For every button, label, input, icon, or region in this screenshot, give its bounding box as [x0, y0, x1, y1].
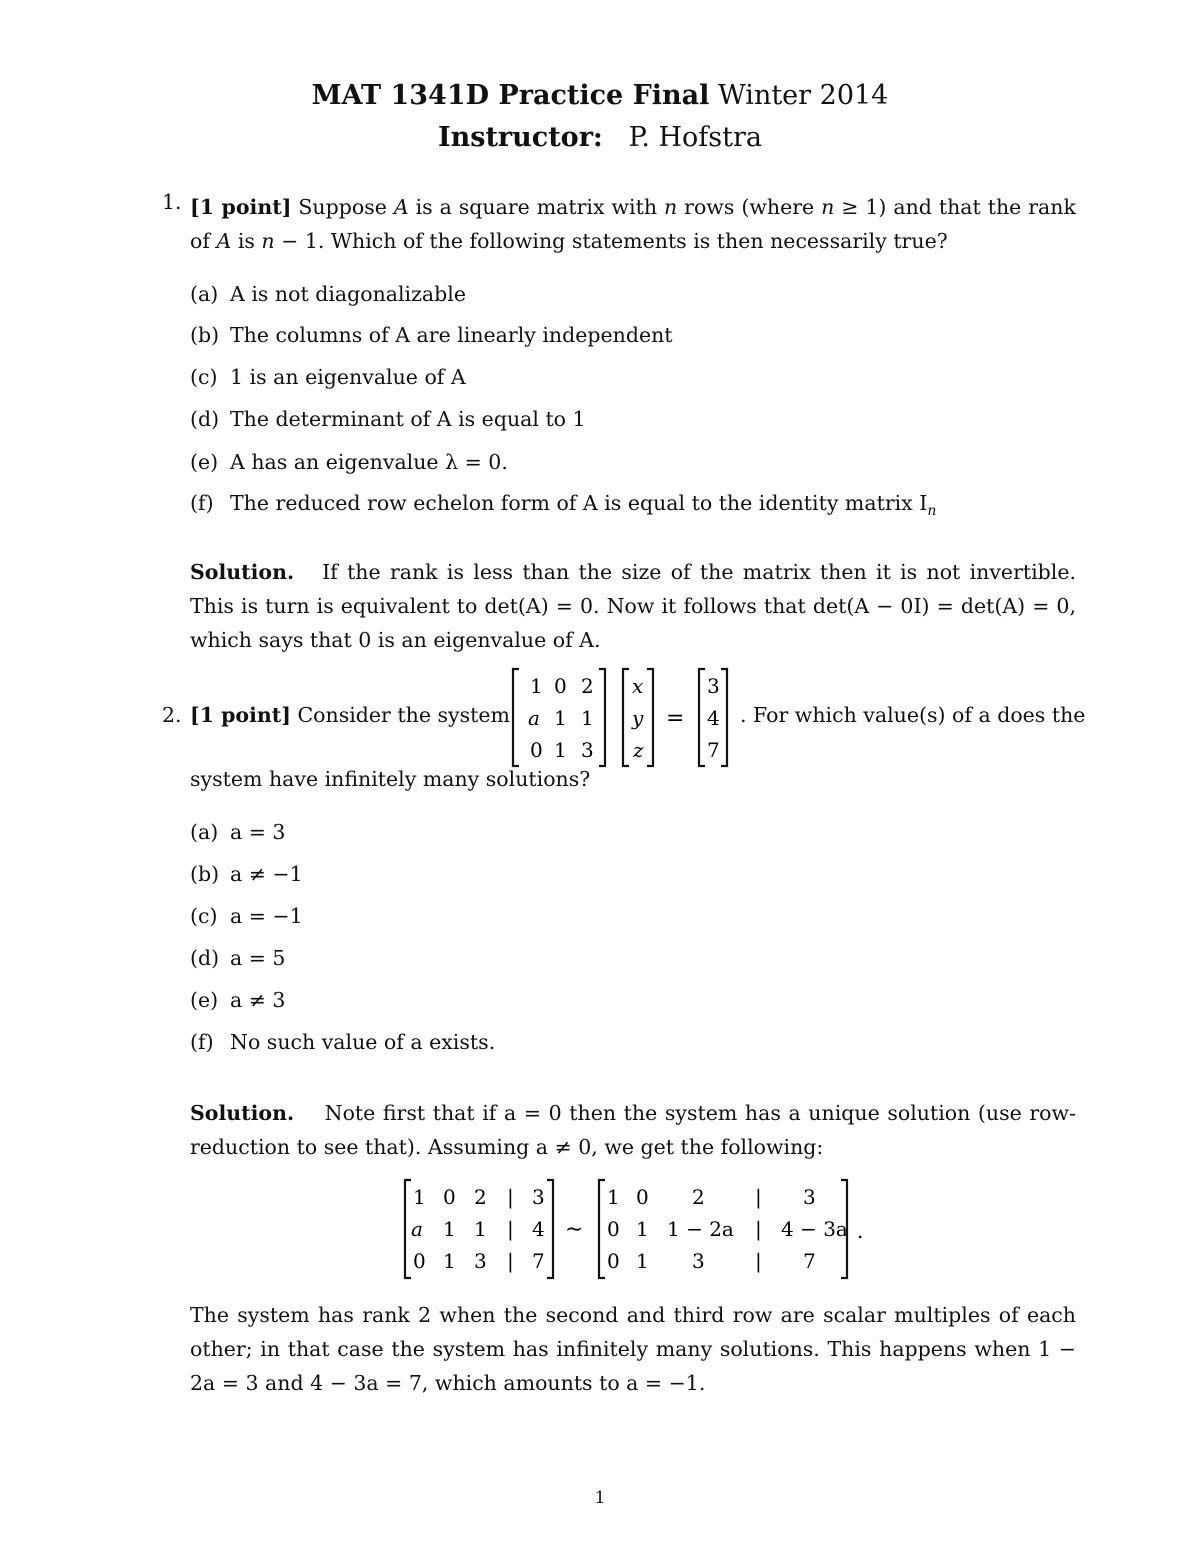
option-text: The columns of A are linearly independent	[230, 323, 673, 347]
option-text: 1 is an eigenvalue of A	[230, 365, 466, 389]
matrix-cell: 0	[554, 674, 567, 698]
q1-option-a	[190, 282, 466, 306]
term: Winter 2014	[718, 80, 889, 111]
q1-text-a: Suppose	[298, 195, 387, 219]
solution-label: Solution.	[190, 560, 295, 584]
option-text: a = 5	[230, 946, 286, 970]
q1-option-d	[190, 407, 586, 431]
solution-text: If the rank is less than the size of the matrix then it is not invertible. This is turn is equivalent to det(A) = 0. Now it follows that det(A − 0I) = det(A) = 0, which says that 0 is an eigenvalue of A.	[190, 560, 1076, 652]
question-2-intro-text: Consider the system	[297, 703, 510, 727]
q2-option-a	[190, 820, 285, 844]
period: .	[857, 1219, 864, 1243]
q1-option-b	[190, 323, 673, 347]
q2-solution	[190, 1096, 1076, 1164]
aug-cell: |	[507, 1217, 514, 1241]
aug-cell: 0	[443, 1185, 456, 1209]
aug-cell: 0	[607, 1249, 620, 1273]
svg-text:=: =	[666, 706, 685, 731]
vector-cell: 7	[707, 738, 720, 762]
matrix-cell: 1	[530, 674, 543, 698]
course-title: MAT 1341D Practice Final	[311, 80, 710, 111]
vector-cell: y	[632, 706, 644, 730]
option-text: A has an eigenvalue λ = 0.	[230, 450, 508, 474]
q2-option-f	[190, 1030, 495, 1054]
instructor-line	[0, 122, 1200, 153]
option-label: (c)	[190, 904, 218, 928]
aug-cell: 4	[532, 1217, 545, 1241]
q1-text-c: rows (where	[684, 195, 815, 219]
matrix-cell: 1	[554, 706, 567, 730]
aug-cell: 0	[636, 1185, 649, 1209]
aug-cell: 1	[636, 1217, 649, 1241]
q2-conclusion: The system has rank 2 when the second and third row are scalar multiples of each other; in that case the system has infinitely many solutions. This happens when 1 − 2a = 3 and 4 − 3a = 7, which amounts to a = −1.	[190, 1303, 1076, 1395]
question-2-after: . For which value(s) of a does the	[740, 703, 1086, 727]
question-2-cont: system have infinitely many solutions?	[190, 767, 591, 791]
option-label: (f)	[190, 1030, 214, 1054]
q2-option-e	[190, 988, 285, 1012]
q2-option-b	[190, 862, 303, 886]
q1-text-f: − 1. Which of the following statements is then necessarily true?	[281, 229, 948, 253]
aug-cell: |	[755, 1217, 762, 1241]
aug-cell: |	[755, 1185, 762, 1209]
q2-augmented-matrices	[395, 1176, 875, 1284]
aug-cell: 7	[803, 1249, 816, 1273]
aug-cell: 1	[413, 1185, 426, 1209]
aug-cell: |	[507, 1185, 514, 1209]
matrix-cell: a	[528, 706, 540, 730]
q2-option-d	[190, 946, 285, 970]
aug-cell: 2	[692, 1185, 705, 1209]
q1-text-e: is	[237, 229, 255, 253]
aug-cell: 1 − 2a	[667, 1217, 734, 1241]
document-title	[0, 80, 1200, 111]
aug-cell: 2	[474, 1185, 487, 1209]
option-label: (b)	[190, 862, 220, 886]
q2-system-equation	[505, 666, 745, 770]
matrix-cell: 1	[581, 706, 594, 730]
aug-cell: |	[755, 1249, 762, 1273]
vector-cell: z	[633, 738, 644, 762]
option-label: (d)	[190, 946, 220, 970]
option-label: (a)	[190, 282, 219, 306]
option-text: a ≠ −1	[230, 862, 303, 886]
aug-cell: a	[411, 1217, 423, 1241]
instructor-name: P. Hofstra	[628, 122, 763, 153]
aug-cell: 0	[413, 1249, 426, 1273]
matrix-cell: 1	[554, 738, 567, 762]
question-1-text: [1 point] Suppose A is a square matrix with n rows (where n ≥ 1) and that the rank of A is n − 1. Which of the following statements is then necessarily true?	[190, 195, 1076, 253]
option-text: The reduced row echelon form of A is equal to the identity matrix I	[230, 491, 928, 515]
q1-option-c	[190, 365, 466, 389]
option-label: (b)	[190, 323, 220, 347]
q2-option-c	[190, 904, 303, 928]
aug-cell: |	[507, 1249, 514, 1273]
aug-cell: 3	[474, 1249, 487, 1273]
vector-cell: 4	[707, 706, 720, 730]
option-text: No such value of a exists.	[230, 1030, 496, 1054]
option-text: a ≠ 3	[230, 988, 286, 1012]
option-label: (a)	[190, 820, 219, 844]
aug-cell: 3	[803, 1185, 816, 1209]
option-text: A is not diagonalizable	[230, 282, 466, 306]
q1-option-f: (f) The reduced row echelon form of A is equal to the identity matrix $I_n$	[190, 491, 937, 520]
q1-option-e	[190, 450, 508, 474]
solution-label: Solution.	[190, 1101, 295, 1125]
aug-cell: 1	[443, 1249, 456, 1273]
matrix-cell: 3	[581, 738, 594, 762]
aug-cell: 0	[607, 1217, 620, 1241]
matrix-cell: 0	[530, 738, 543, 762]
aug-cell: 4 − 3a	[781, 1217, 848, 1241]
matrix-cell: 2	[581, 674, 594, 698]
option-text: The determinant of A is equal to 1	[230, 407, 586, 431]
aug-cell: 1	[474, 1217, 487, 1241]
option-text: a = −1	[230, 904, 303, 928]
question-2-points: [1 point]	[190, 703, 291, 727]
option-text: a = 3	[230, 820, 286, 844]
aug-cell: 1	[607, 1185, 620, 1209]
aug-cell: 3	[532, 1185, 545, 1209]
option-label: (f)	[190, 491, 214, 515]
vector-cell: 3	[707, 674, 720, 698]
q1-solution	[190, 555, 1076, 657]
option-label: (e)	[190, 450, 219, 474]
option-label: (c)	[190, 365, 218, 389]
aug-cell: 1	[443, 1217, 456, 1241]
instructor-label: Instructor:	[437, 122, 603, 153]
aug-cell: 7	[532, 1249, 545, 1273]
question-1-number: 1.	[162, 190, 182, 214]
page-number: 1	[594, 1488, 606, 1508]
option-label: (e)	[190, 988, 219, 1012]
vector-cell: x	[632, 674, 644, 698]
q1-text-b: is a square matrix with	[415, 195, 658, 219]
question-2-number: 2.	[162, 703, 182, 727]
aug-cell: 1	[636, 1249, 649, 1273]
option-label: (d)	[190, 407, 220, 431]
question-2-intro	[190, 703, 510, 727]
question-1-points: [1 point]	[190, 195, 292, 219]
q1-text-d: ≥ 1) and that the rank of	[190, 195, 1076, 253]
solution-text: Note first that if a = 0 then the system has a unique solution (use row-reduction to see that). Assuming a ≠ 0, we get the following:	[190, 1101, 1076, 1159]
tilde: ∼	[565, 1217, 584, 1242]
aug-cell: 3	[692, 1249, 705, 1273]
